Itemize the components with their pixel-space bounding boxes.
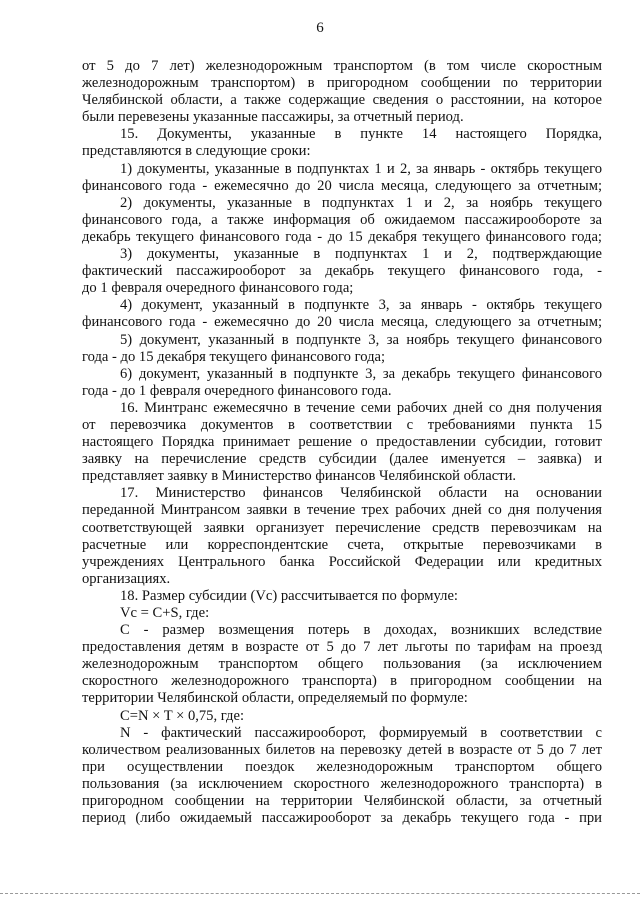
text-line: количеством реализованных билетов на перевозку детей в возрасте от 5 до 7 лет <box>82 741 602 758</box>
text-line: соответствующей заявки организует перечисление средств перевозчикам на <box>82 519 602 536</box>
text-line: территории Челябинской области, определяемый по формуле: <box>82 690 468 707</box>
text-line: при осуществлении поездок железнодорожным транспортом общего <box>82 758 602 775</box>
text-line: настоящего Порядка принимает решение о предоставлении субсидии, готовит <box>82 434 602 451</box>
text-line: фактический пассажирооборот за декабрь текущего финансового года, - <box>82 263 602 280</box>
text-line: от 5 до 7 лет) железнодорожным транспортом (в том числе скоростным <box>82 58 602 74</box>
page-number: 6 <box>316 20 324 36</box>
text-line: были перевезены указанные пассажиры, за отчетный период. <box>82 109 464 126</box>
text-line: финансового года, а также информация об ожидаемом пассажирообороте за <box>82 211 602 228</box>
text-line: финансового года - ежемесячно до 20 числа месяца, следующего за отчетным; <box>82 177 602 194</box>
text-line: пригородном сообщении на территории Челябинской области, за отчетный <box>82 793 602 810</box>
text-line: N - фактический пассажирооборот, формируемый в соответствии с <box>120 724 602 741</box>
text-line: C=N × T × 0,75, где: <box>120 707 244 724</box>
text-line: расчетные или корреспондентские счета, открытые перевозчиками в <box>82 536 602 553</box>
text-line: C - размер возмещения потерь в доходах, возникших вследствие <box>120 622 602 639</box>
text-line: Vc = C+S, где: <box>120 605 210 621</box>
text-line: учреждениях Центрального банка Российской Федерации или кредитных <box>82 553 602 570</box>
text-line: от перевозчика документов в соответствии с требованиями пункта 15 <box>82 416 602 433</box>
text-line: 6) документ, указанный в подпункте 3, за декабрь текущего финансового <box>120 365 602 382</box>
text-line: 17. Министерство финансов Челябинской области на основании <box>120 485 602 502</box>
text-line: декабрь текущего финансового года - до 15 декабря текущего финансового года; <box>82 228 602 245</box>
text-line: 2) документы, указанные в подпунктах 1 и 2, за ноябрь текущего <box>120 194 602 211</box>
text-line: железнодорожным транспортом) в пригородном сообщении по территории <box>82 75 602 92</box>
text-line: представляются в следующие сроки: <box>82 143 311 160</box>
text-line: 16. Минтранс ежемесячно в течение семи рабочих дней со дня получения <box>120 399 602 416</box>
text-line: период (либо ожидаемый пассажирооборот за декабрь текущего года - при <box>82 810 602 827</box>
text-line: скоростного железнодорожного транспорта) в пригородном сообщении на <box>82 673 602 690</box>
text-line: организациях. <box>82 570 171 587</box>
text-line: финансового года - ежемесячно до 20 числа месяца, следующего за отчетным; <box>82 314 602 331</box>
text-line: 15. Документы, указанные в пункте 14 настоящего Порядка, <box>120 126 602 143</box>
text-line: 4) документ, указанный в подпункте 3, за январь - октябрь текущего <box>120 297 602 314</box>
text-line: до 1 февраля очередного финансового года; <box>82 280 354 297</box>
document-body <box>82 58 602 827</box>
page-bottom-edge <box>0 893 640 894</box>
text-line: 5) документ, указанный в подпункте 3, за ноябрь текущего финансового <box>120 331 602 348</box>
text-line: года - до 15 декабря текущего финансового года; <box>82 348 386 365</box>
text-line: 1) документы, указанные в подпунктах 1 и 2, за январь - октябрь текущего <box>120 160 602 177</box>
text-line: предоставления детям в возрасте от 5 до 7 лет льготы по тарифам на проезд <box>82 639 602 656</box>
text-line: Челябинской области, а также содержащие сведения о расстоянии, на которое <box>82 92 602 109</box>
text-line: пользования (за исключением скоростного железнодорожного транспорта) в <box>82 775 602 792</box>
text-line: переданной Минтрансом заявки в течение трех рабочих дней со дня получения <box>82 502 602 519</box>
text-line: 18. Размер субсидии (Vc) рассчитывается по формуле: <box>120 587 458 604</box>
text-line: заявку на перечисление средств субсидии (далее именуется – заявка) и <box>82 451 602 468</box>
text-line: года - до 1 февраля очередного финансового года. <box>82 382 392 399</box>
text-line: представляет заявку в Министерство финансов Челябинской области. <box>82 468 517 485</box>
text-line: 3) документы, указанные в подпунктах 1 и 2, подтверждающие <box>120 246 602 263</box>
text-line: железнодорожным транспортом общего пользования (за исключением <box>82 656 602 673</box>
